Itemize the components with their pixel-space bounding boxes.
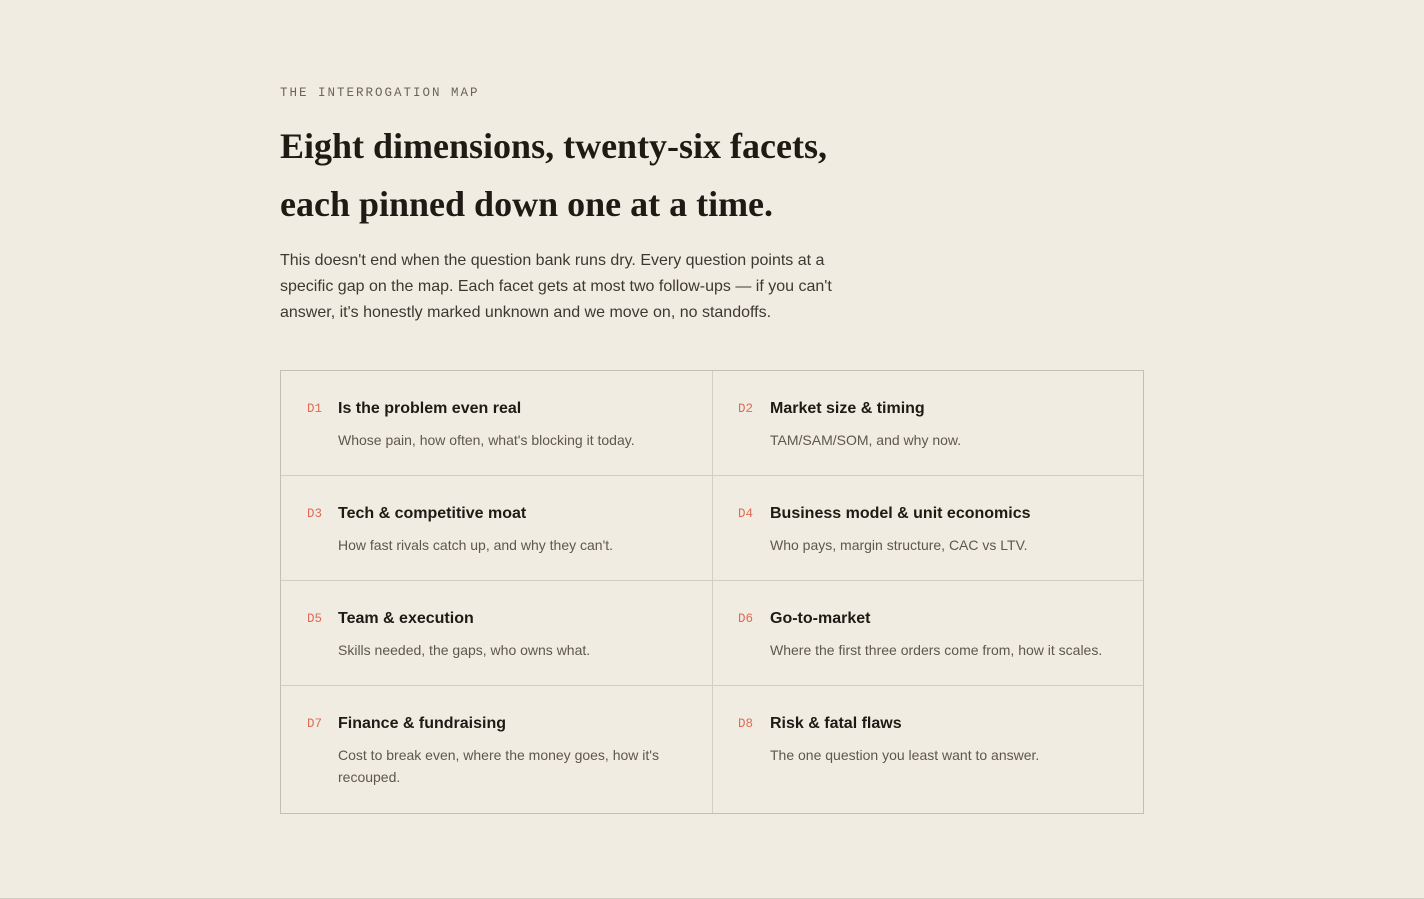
dimension-code: D6 bbox=[738, 612, 754, 626]
dimension-code: D1 bbox=[307, 402, 323, 416]
dimension-title: Risk & fatal flaws bbox=[770, 715, 902, 732]
dimension-card-d2 bbox=[713, 371, 1143, 476]
dimension-card-d4 bbox=[713, 476, 1143, 581]
dimension-title: Market size & timing bbox=[770, 400, 925, 417]
dimension-card-d3 bbox=[281, 476, 713, 581]
dimension-title: Business model & unit economics bbox=[770, 505, 1031, 522]
dimension-card-d5 bbox=[281, 581, 713, 686]
dimension-code: D7 bbox=[307, 717, 323, 731]
dimensions-grid bbox=[280, 370, 1144, 814]
dimension-description: How fast rivals catch up, and why they can't. bbox=[338, 537, 614, 553]
dimension-card-d6 bbox=[713, 581, 1143, 686]
dimension-card-d8 bbox=[713, 686, 1143, 813]
section-lede: This doesn't end when the question bank runs dry. Every question points at a specific gap on the map. Each facet gets at most two follow-ups — if you can't answer, it's honestly marked unknown and we move on, no standoffs. bbox=[280, 252, 832, 321]
dimension-description: Who pays, margin structure, CAC vs LTV. bbox=[770, 537, 1028, 553]
dimension-code: D4 bbox=[738, 507, 754, 521]
section-headline bbox=[280, 117, 880, 233]
dimension-description: TAM/SAM/SOM, and why now. bbox=[770, 432, 962, 448]
dimension-description: The one question you least want to answer. bbox=[770, 747, 1040, 763]
section-eyebrow: THE INTERROGATION MAP bbox=[280, 86, 480, 100]
dimension-description: Skills needed, the gaps, who owns what. bbox=[338, 642, 591, 658]
dimension-description: Whose pain, how often, what's blocking it today. bbox=[338, 432, 635, 448]
dimension-description: Where the first three orders come from, how it scales. bbox=[770, 642, 1103, 658]
dimension-title: Go-to-market bbox=[770, 610, 871, 627]
dimension-code: D3 bbox=[307, 507, 323, 521]
headline-line-1: Eight dimensions, twenty-six facets, bbox=[280, 126, 827, 166]
dimension-title: Tech & competitive moat bbox=[338, 505, 527, 522]
dimension-card-d7 bbox=[281, 686, 713, 813]
headline-line-2: each pinned down one at a time. bbox=[280, 184, 774, 224]
dimension-title: Team & execution bbox=[338, 610, 474, 627]
dimension-card-d1 bbox=[281, 371, 713, 476]
dimension-code: D2 bbox=[738, 402, 754, 416]
dimension-description: Cost to break even, where the money goes, how it's recouped. bbox=[338, 747, 659, 785]
dimension-code: D5 bbox=[307, 612, 323, 626]
dimension-title: Finance & fundraising bbox=[338, 715, 507, 732]
dimension-code: D8 bbox=[738, 717, 754, 731]
dimension-title: Is the problem even real bbox=[338, 400, 522, 417]
